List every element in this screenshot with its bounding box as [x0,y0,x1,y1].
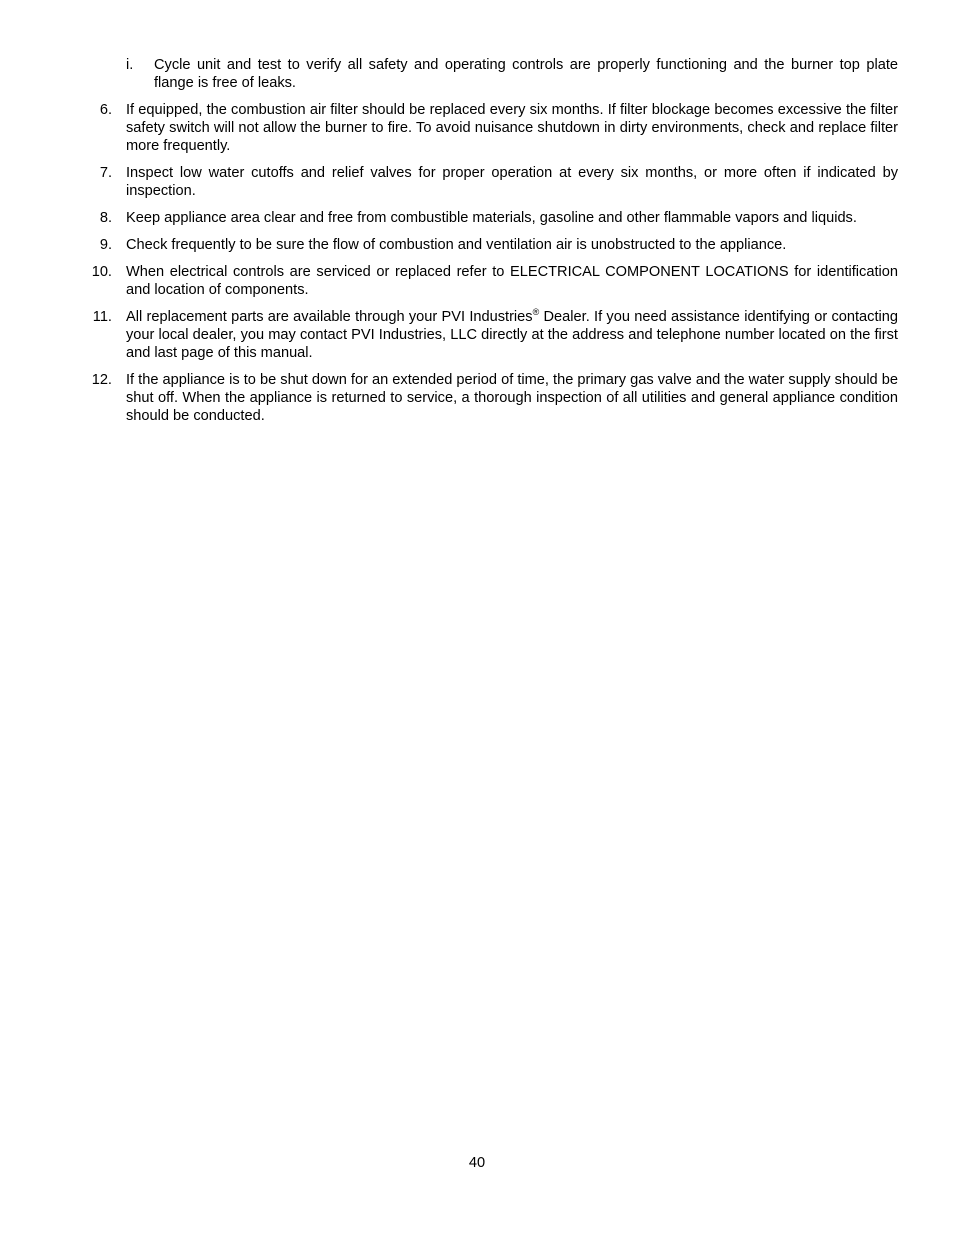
list-item-number: 7. [99,165,112,181]
registered-mark: ® [532,307,540,317]
list-item [80,209,898,227]
maintenance-list [80,101,898,434]
list-item-number: 11. [92,309,112,325]
list-item-text: Keep appliance area clear and free from combustible materials, gasoline and other flammable vapors and liquids. [126,210,857,226]
list-item-text: Inspect low water cutoffs and relief valves for proper operation at every six months, or more often if indicated by inspection. [126,165,898,199]
list-item [80,101,898,155]
sub-item-text: Cycle unit and test to verify all safety and operating controls are properly functioning and the burner top plate flange is free of leaks. [154,57,898,91]
list-item-number: 12. [91,372,112,388]
list-item-text-part: Dealer. If you need assistance identifying or contacting your local dealer, you may contact PVI Industries, LLC directly at the address and telephone number located on the first and last page of this manual. [126,309,898,361]
list-item-number: 6. [99,102,112,118]
list-item [80,308,898,362]
list-item-number: 10. [91,264,112,280]
list-item [80,236,898,254]
list-item-number: 8. [99,210,112,226]
page-number: 40 [468,1155,486,1171]
list-item-text: When electrical controls are serviced or replaced refer to ELECTRICAL COMPONENT LOCATIONS for identification and location of components. [126,264,898,298]
list-item [80,164,898,200]
list-item-text: Check frequently to be sure the flow of combustion and ventilation air is unobstructed to the appliance. [126,237,787,253]
list-item-text [126,308,898,362]
list-item [80,263,898,299]
list-item-text: If equipped, the combustion air filter should be replaced every six months. If filter blockage becomes excessive the filter safety switch will not allow the burner to fire. To avoid nuisance shutdown in dirty environments, check and replace filter more frequently. [126,102,898,154]
sub-item-marker: i. [126,57,134,73]
list-item-text-part: All replacement parts are available through your PVI Industries [126,309,533,325]
sub-list-item [126,56,898,92]
list-item-number: 9. [99,237,112,253]
list-item-text: If the appliance is to be shut down for an extended period of time, the primary gas valve and the water supply should be shut off. When the appliance is returned to service, a thorough inspection of all utilities and general appliance condition should be conducted. [126,372,898,424]
list-item [80,371,898,425]
